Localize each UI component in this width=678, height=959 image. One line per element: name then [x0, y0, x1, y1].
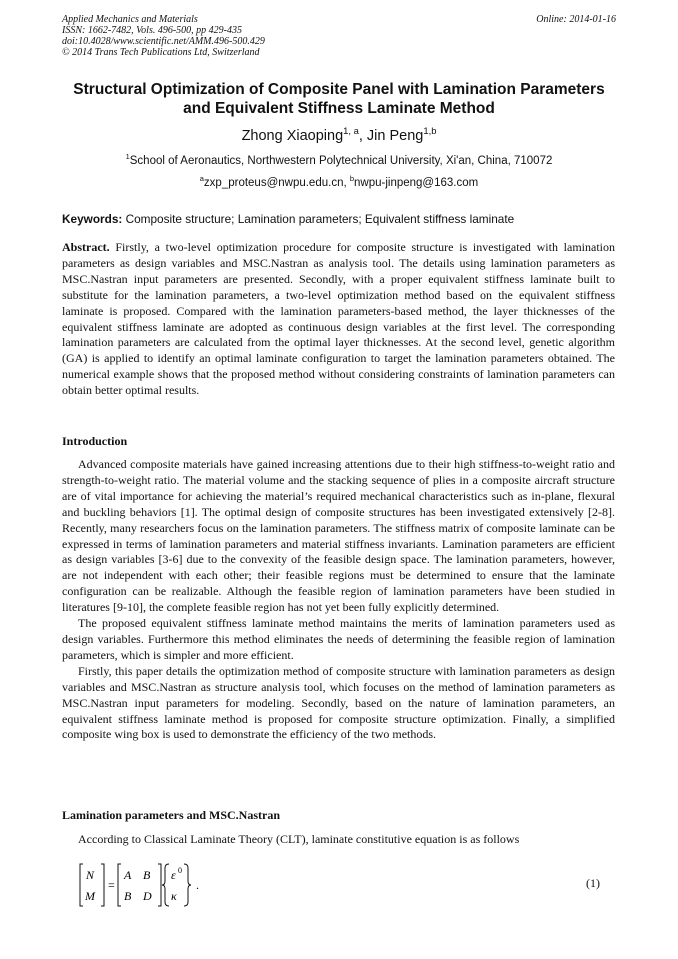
email-link[interactable]: zxp_proteus@nwpu.edu.cn, — [203, 177, 350, 189]
eq-epsilon-superscript: 0 — [178, 866, 182, 875]
email-superscript: b — [349, 174, 355, 184]
paragraph-text: According to Classical Laminate Theory (CLT), laminate constitutive equation is as follows — [78, 832, 520, 846]
right-brace — [184, 864, 191, 906]
eq-epsilon: ε — [171, 868, 176, 882]
email-link[interactable]: nwpu-jinpeng@163.com — [354, 177, 479, 189]
author-separator: , — [358, 128, 367, 144]
paragraph: The proposed equivalent stiffness laminate method maintains the merits of lamination parameters used as design variables. Furthermore this method eliminates the needs of determining the feasible region of lamination parameters, which is simpler and more efficient. — [62, 616, 615, 662]
affiliation-superscript: 1 — [125, 152, 130, 162]
eq-N: N — [86, 868, 95, 882]
affiliation-text: School of Aeronautics, Northwestern Polytechnical University, Xi'an, China, 710072 — [129, 155, 553, 167]
eq-A: A — [124, 868, 132, 882]
keywords-text: Composite structure; Lamination parameters; Equivalent stiffness laminate — [122, 212, 515, 226]
keywords-label: Keywords: — [62, 212, 123, 226]
paragraph: Firstly, this paper details the optimization method of composite structure with lamination parameters as design variables and MSC.Nastran as structure analysis tool, which focuses on the method of lamination parameters as MSC.Nastran input parameters for modeling. Secondly, based on the nature of lamination parameters, an equivalent stiffness laminate method is proposed for composite structure optimization. Finally, a simplified composite wing box is used to demonstrate the efficiency of the two methods. — [62, 663, 615, 742]
eq-period: . — [196, 878, 199, 892]
eq-M: M — [85, 889, 95, 903]
author-superscript: 1,b — [423, 125, 437, 137]
left-bracket — [118, 864, 121, 906]
left-bracket — [80, 864, 83, 906]
section-heading-introduction: Introduction — [62, 434, 128, 448]
author-name: Jin Peng — [366, 128, 424, 144]
online-date: Online: 2014-01-16 — [536, 14, 616, 25]
issn-line: ISSN: 1662-7482, Vols. 496-500, pp 429-435 — [62, 25, 242, 36]
eq-equals: = — [108, 878, 115, 892]
introduction-section — [62, 457, 615, 743]
paragraph: Advanced composite materials have gained increasing attentions due to their high stiffness-to-weight ratio and strength-to-weight ratio. The material volume and the stacking sequence of plies in a composite aircraft structure are of vital importance for achieving the material’s required mechanical characteristics such as in-plane, flexural and buckling behaviors [1]. The optimal design of composite structures has been investigated extensively [2-8]. Recently, many researchers focus on the lamination parameters. The stiffness matrix of composite laminate can be expressed in terms of lamination parameters and material stiffness invariants. Lamination parameters are efficient as design variables [3-6] due to the convexity of the feasible design space. The lamination parameters, however, are not independent with each other; their feasible regions must be determined to ensure that the laminate configuration can be realizable. Although the feasible region of lamination parameters have been studied in literatures [9-10], the complete feasible region has not yet been fully explicitly determined. — [62, 457, 615, 615]
eq-B: B — [143, 868, 151, 882]
right-bracket — [101, 864, 104, 906]
right-bracket — [158, 864, 161, 906]
journal-header — [62, 14, 616, 58]
abstract — [62, 240, 615, 399]
author-emails — [0, 174, 678, 189]
email-superscript: a — [199, 174, 204, 184]
journal-name: Applied Mechanics and Materials — [62, 14, 198, 25]
abstract-text: Firstly, a two-level optimization procedure for composite structure is investigated with lamination parameters as design variables and MSC.Nastran as analysis tool. The details using lamination parameters as MSC.Nastran input parameters are presented. Secondly, with a proper equivalent stiffness laminate built to substitute for the lamination parameters, a two-level optimization method based on the equivalent stiffness laminate is proposed. Compared with the lamination parameters-based method, the layer thicknesses of the equivalent stiffness laminate are adopted as continuous design variables at the first level. The corresponding lamination parameters are calculated from the optimal layer thicknesses. At the second level, genetic algorithm (GA) is applied to identify an optimal laminate configuration to target the lamination parameters obtained. The numerical example shows that the proposed method without considering constraints of lamination parameters can obtain better optimal results. — [62, 240, 615, 398]
paper-title — [50, 80, 628, 118]
eq-kappa: κ — [171, 889, 177, 903]
title-line-1: Structural Optimization of Composite Panel with Lamination Parameters — [73, 81, 605, 98]
left-brace — [162, 864, 169, 906]
author-list — [0, 125, 678, 144]
copyright-line: © 2014 Trans Tech Publications Ltd, Switzerland — [62, 47, 260, 58]
paragraph — [62, 832, 615, 848]
eq-D: D — [143, 889, 152, 903]
author-name: Zhong Xiaoping — [241, 128, 344, 144]
doi-line: doi:10.4028/www.scientific.net/AMM.496-500.429 — [62, 36, 265, 47]
eq-B: B — [124, 889, 132, 903]
equation-number: (1) — [586, 876, 600, 890]
author-superscript: 1, a — [343, 125, 359, 137]
section-heading-lamination: Lamination parameters and MSC.Nastran — [62, 808, 280, 822]
keywords — [62, 212, 616, 226]
equation-1 — [78, 862, 218, 908]
abstract-label: Abstract. — [62, 240, 110, 254]
title-line-2: and Equivalent Stiffness Laminate Method — [183, 100, 495, 117]
affiliation — [0, 152, 678, 167]
